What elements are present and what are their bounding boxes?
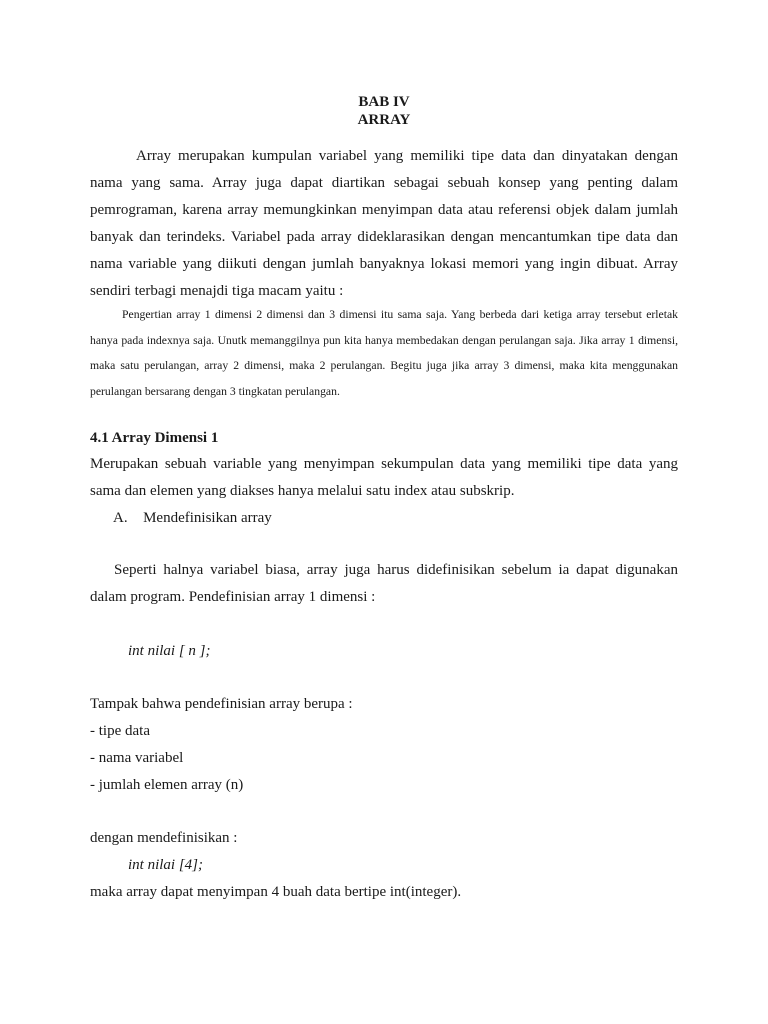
- part-item: - nama variabel: [90, 750, 184, 766]
- code-example: int nilai [4];: [128, 857, 204, 873]
- part-item: - jumlah elemen array (n): [90, 777, 244, 793]
- part-item: - tipe data: [90, 723, 150, 739]
- code-generic: int nilai [ n ];: [128, 643, 211, 659]
- chapter-title: ARRAY: [357, 112, 411, 128]
- section-description: Merupakan sebuah variable yang menyimpan sekumpulan data yang memiliki tipe data yang sama dan elemen yang diakses hanya melalui satu index atau subskrip.: [90, 456, 678, 499]
- subsection-marker: A.: [113, 510, 128, 526]
- subsection-a: [113, 509, 272, 527]
- conclusion: maka array dapat menyimpan 4 buah data bertipe int(integer).: [90, 884, 462, 900]
- parts-intro: Tampak bahwa pendefinisian array berupa :: [90, 696, 353, 712]
- chapter-label: BAB IV: [358, 94, 410, 110]
- subsection-title: Mendefinisikan array: [143, 510, 272, 526]
- define-paragraph: Seperti halnya variabel biasa, array juga harus didefinisikan sebelum ia dapat digunakan dalam program. Pendefinisian array 1 dimensi :: [90, 562, 678, 605]
- example-intro: dengan mendefinisikan :: [90, 830, 238, 846]
- intro-paragraph: Array merupakan kumpulan variabel yang memiliki tipe data dan dinyatakan dengan nama yang sama. Array juga dapat diartikan sebagai sebuah konsep yang penting dalam pemrograman, karena array memungkinkan menyimpan data atau referensi objek dalam jumlah banyak dan terindeks. Variabel pada array dideklarasikan dengan mencantumkan tipe data dan nama variable yang diikuti dengan jumlah banyaknya lokasi memori yang ingin dibuat. Array sendiri terbagi menajdi tiga macam yaitu :: [90, 148, 678, 299]
- intro-note: Pengertian array 1 dimensi 2 dimensi dan 3 dimensi itu sama saja. Yang berbeda dari ketiga array tersebut erletak hanya pada indexnya saja. Unutk memanggilnya pun kita hanya membedakan dengan perulangan saja. Jika array 1 dimensi, maka satu perulangan, array 2 dimensi, maka 2 perulangan. Begitu juga jika array 3 dimensi, maka kita menggunakan perulangan bersarang dengan 3 tingkatan perulangan.: [90, 308, 678, 398]
- section-heading: 4.1 Array Dimensi 1: [90, 430, 219, 446]
